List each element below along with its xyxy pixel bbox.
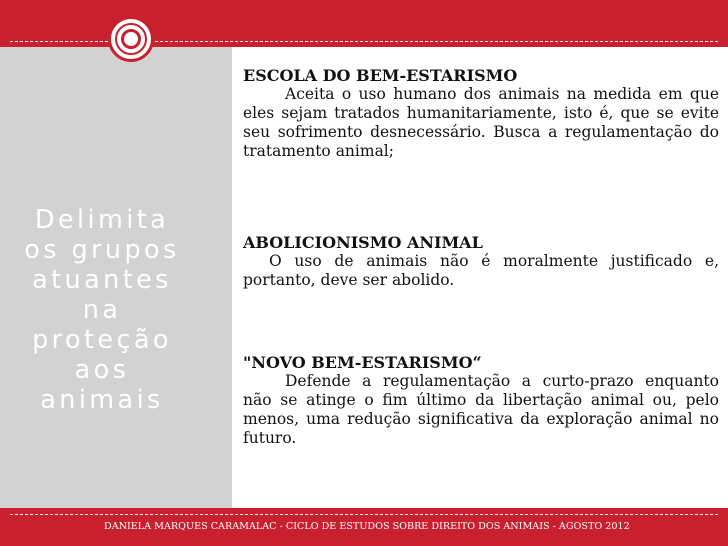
section-body-text: Aceita o uso humano dos animais na medida em que eles sejam tratados humanitariamente, isto é, que se evite seu sofrimento desnecessário. Busca a regulamentação do tratamento animal; xyxy=(243,85,719,160)
section-body-text: O uso de animais não é moralmente justificado e, portanto, deve ser abolido. xyxy=(243,252,719,289)
section-body xyxy=(243,372,719,448)
left-title-panel xyxy=(0,47,232,508)
concentric-circles-logo-icon xyxy=(108,16,154,62)
section-abolicionismo xyxy=(243,233,719,290)
section-bem-estarismo xyxy=(243,66,719,161)
section-heading: "NOVO BEM-ESTARISMO“ xyxy=(243,353,482,372)
footer-text: DANIELA MARQUES CARAMALAC - CICLO DE ESTUDOS SOBRE DIREITO DOS ANIMAIS - AGOSTO 2012 xyxy=(104,521,630,532)
title-line: proteção xyxy=(32,325,172,355)
section-novo-bem-estarismo xyxy=(243,353,719,448)
title-line: aos xyxy=(74,355,130,385)
title-line: Delimita xyxy=(34,205,170,235)
section-body-text: Defende a regulamentação a curto-prazo enquanto não se atinge o fim último da libertação animal ou, pelo menos, uma redução significativa da exploração animal no futuro. xyxy=(243,372,719,447)
title-line: na xyxy=(82,295,122,325)
title-line: animais xyxy=(40,385,164,415)
title-line: os grupos xyxy=(24,235,180,265)
section-body xyxy=(243,252,719,290)
slide-title xyxy=(0,205,204,415)
title-line: atuantes xyxy=(32,265,172,295)
section-heading: ABOLICIONISMO ANIMAL xyxy=(243,233,483,252)
footer-bar xyxy=(0,508,728,546)
section-body xyxy=(243,85,719,161)
section-heading: ESCOLA DO BEM-ESTARISMO xyxy=(243,66,518,85)
logo-inner-ring xyxy=(121,29,141,49)
